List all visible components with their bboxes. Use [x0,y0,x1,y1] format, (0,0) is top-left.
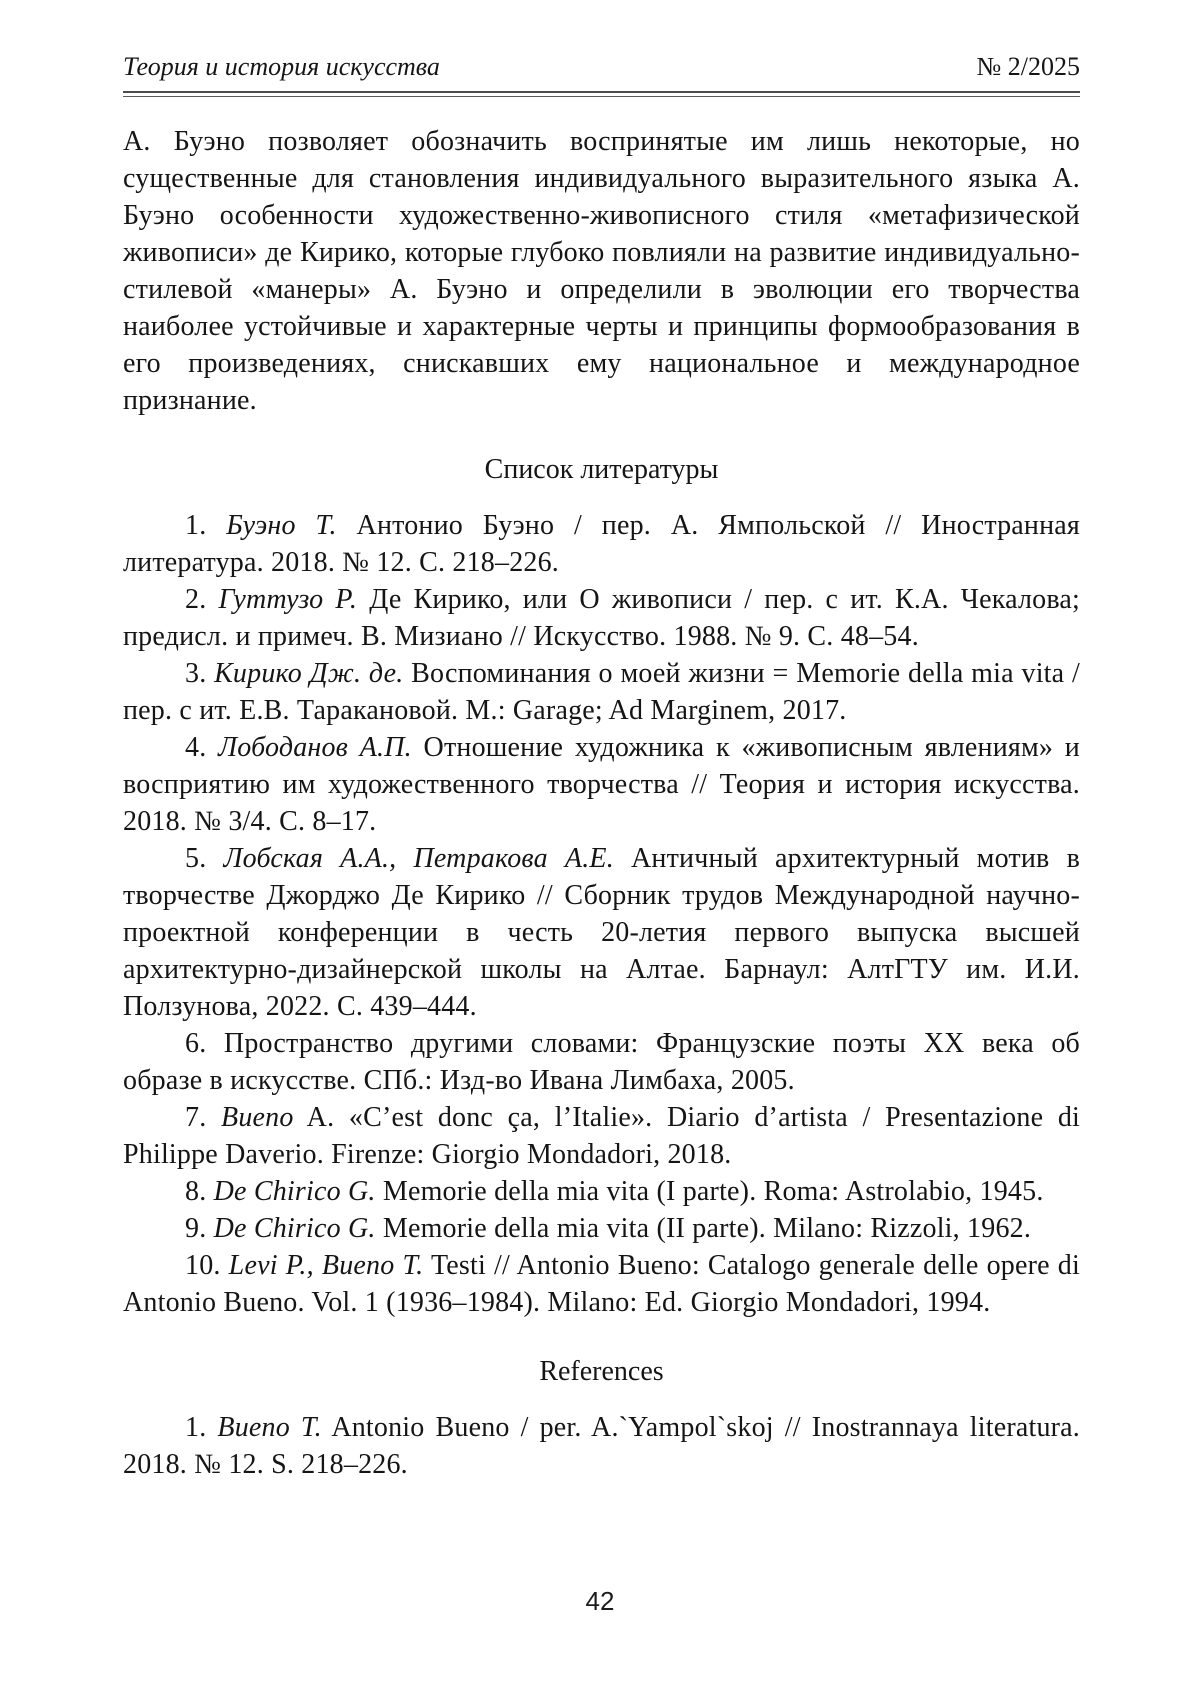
reference-item [123,729,1080,840]
reference-item [123,1247,1080,1321]
reference-number: 1. [185,1412,218,1443]
reference-item [123,1409,1080,1483]
reference-number: 10. [185,1250,229,1281]
reference-authors: Bueno T. [217,1412,322,1443]
reference-authors: Кирико Дж. де. [214,658,404,689]
reference-text: Де Кирико, или О живописи / пер. с ит. К.А. Чекалова; предисл. и примеч. В. Мизиано // Искусство. 1988. № 9. С. 48–54. [123,584,1081,652]
reference-item [123,840,1080,1025]
reference-text: Testi // Antonio Bueno: Catalogo generale delle opere di Antonio Bueno. Vol. 1 (1936–1984). Milano: Ed. Giorgio Mondadori, 1994. [123,1250,1080,1318]
reference-item [123,1173,1080,1210]
reference-authors: De Chirico G. [213,1213,376,1244]
reference-item [123,507,1080,581]
reference-item [123,1210,1080,1247]
reference-text: Пространство другими словами: Французские поэты XX века об образе в искусстве. СПб.: Изд-во Ивана Лимбаха, 2005. [123,1028,1080,1096]
reference-authors: Лободанов А.П. [218,732,412,763]
reference-number: 3. [185,658,215,689]
reference-number: 9. [185,1213,214,1244]
body-paragraph: А. Буэно позволяет обозначить воспринятые им лишь некоторые, но существенные для становления индивидуального выразительного языка А. Буэно особенности художественно-живописного стиля «метафизической живописи» де Кирико, которые глубоко повлияли на развитие индивидуально-стилевой «манеры» А. Буэно и определили в эволюции его творчества наиболее устойчивые и характерные черты и принципы формообразования в его произведениях, снискавших ему национальное и международное признание. [123,126,1080,416]
reference-authors: Буэно Т. [226,510,337,541]
reference-authors: Лобская А.А., Петракова А.Е. [223,843,614,874]
reference-number: 1. [185,510,227,541]
reference-item [123,1025,1080,1099]
reference-item [123,655,1080,729]
reference-number: 8. [185,1176,214,1207]
reference-text: Antonio Bueno / per. A.`Yampol`skoj // Inostrannaya literatura. 2018. № 12. S. 218–226. [123,1412,1081,1480]
reference-authors: De Chirico G. [213,1176,376,1207]
reference-text: Воспоминания о моей жизни = Memorie della mia vita / пер. с ит. Е.В. Таракановой. М.: Garage; Ad Marginem, 2017. [123,658,1081,726]
reference-text: Античный архитектурный мотив в творчестве Джорджо Де Кирико // Сборник трудов Международной научно-проектной конференции в честь 20-летия первого выпуска высшей архитектурно-дизайнерской школы на Алтае. Барнаул: АлтГТУ им. И.И. Ползунова, 2022. С. 439–444. [123,843,1080,1022]
bibliography-list [123,507,1080,1321]
journal-title: Теория и история искусства [123,52,440,81]
reference-number: 5. [185,843,224,874]
bibliography-heading: Список литературы [484,454,719,485]
running-header [123,52,1080,82]
reference-item [123,1099,1080,1173]
header-rule [123,91,1080,97]
reference-number: 6. [185,1028,224,1059]
reference-text: Memorie della mia vita (I parte). Roma: Astrolabio, 1945. [382,1176,1044,1207]
reference-item [123,581,1080,655]
reference-number: 7. [185,1102,222,1133]
issue-number: № 2/2025 [976,52,1080,81]
reference-number: 4. [185,732,219,763]
reference-authors: Bueno [221,1102,294,1133]
reference-text: Отношение художника к «живописным явлениям» и восприятию им художественного творчества // Теория и история искусства. 2018. № 3/4. С. 8–17. [123,732,1080,837]
reference-authors: Гуттузо Р. [218,584,358,615]
references-heading: References [539,1356,664,1387]
reference-authors: Levi P., Bueno T. [228,1250,424,1281]
reference-text: Memorie della mia vita (II parte). Milano: Rizzoli, 1962. [382,1213,1032,1244]
page-number: 42 [585,1586,615,1616]
references-list [123,1409,1080,1483]
reference-text: A. «C’est donc ça, l’Italie». Diario d’artista / Presentazione di Philippe Daverio. Firenze: Giorgio Mondadori, 2018. [123,1102,1081,1170]
reference-text: Антонио Буэно / пер. А. Ямпольской // Иностранная литература. 2018. № 12. С. 218–226. [123,510,1080,578]
reference-number: 2. [185,584,219,615]
